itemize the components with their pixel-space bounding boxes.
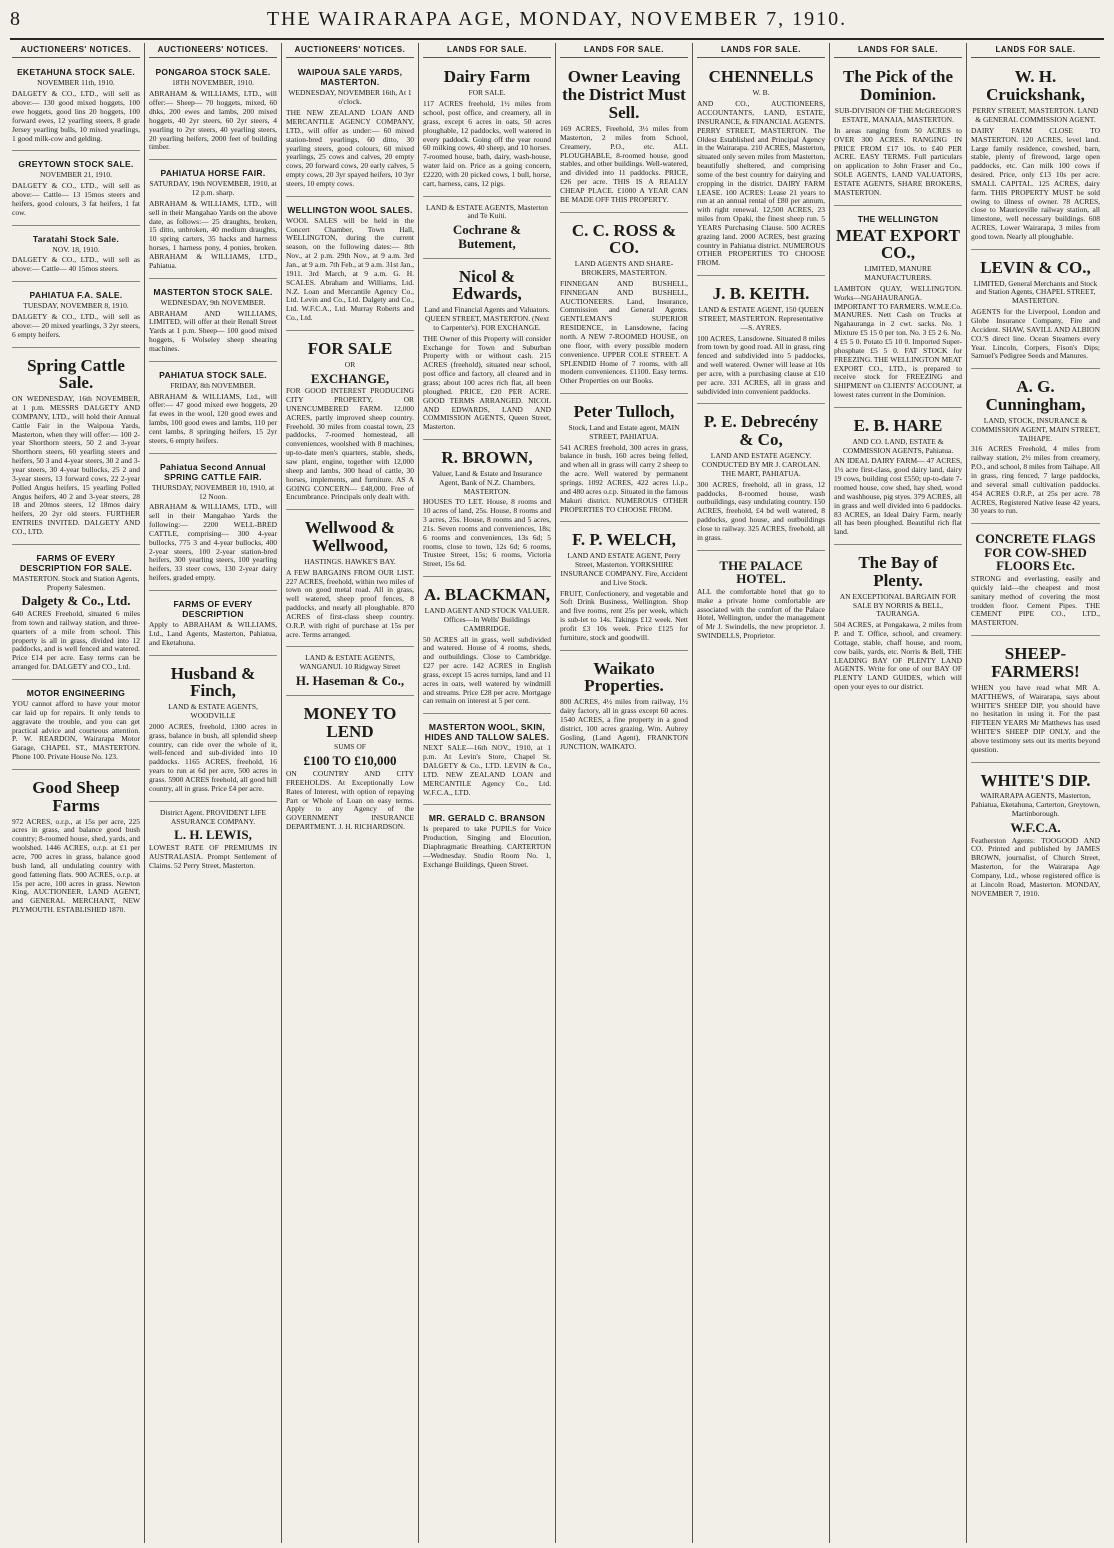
ad-subtitle: LAND AGENT AND STOCK VALUER. Offices—In Wells' Buildings CAMBRIDGE. xyxy=(424,606,550,633)
advertisement xyxy=(12,229,140,283)
ad-headline: SHEEP-FARMERS! xyxy=(991,644,1080,682)
ad-body: FRUIT, Confectionery, and vegetable and Soft Drink Business, Wellington. Shop and five rooms, rent 25s per week, which is sub-let to 14s. Takings £12 week. Nett profit £3 10s week. Price £125 for furniture, stock and goodwill. xyxy=(560,588,688,642)
column-header: LANDS FOR SALE. xyxy=(834,43,962,58)
ad-title: PAHIATUA STOCK SALE. xyxy=(159,369,267,380)
column-header: LANDS FOR SALE. xyxy=(560,43,688,58)
ad-headline: Dairy Farm xyxy=(443,67,531,87)
ad-subtitle: LAND AGENTS AND SHARE-BROKERS, MASTERTON. xyxy=(574,259,674,278)
ad-subheadline: THE PALACE HOTEL. xyxy=(719,557,803,587)
advertisement xyxy=(286,334,414,510)
advertisement xyxy=(971,639,1100,762)
ad-headline: P. E. Debrecény & Co, xyxy=(703,412,819,450)
advertisement xyxy=(971,372,1100,524)
ad-body: ON WEDNESDAY, 16th NOVEMBER, at 1 p.m. MESSRS DALGETY AND COMPANY, LTD., will hold their Annual Cattle Fair in the Waipoua Yards, Masterton, when they will offer:— 100 2-year Shorthorn steers, 50 2 and 3-year Shorthorn steers, 60 yearling steers and heifers, 50 3 and 4-year steers, 30 2 and 3-year steers, 30 4-year bullocks, 25 2 and 3-year steers, 13 forward cows, 22 2-year Polled Angus heifers, 15 yearling Polled Angus heifers, 40 2 and 3-year steers, 28 18 and 20mos steers, 12 18mos dairy heifers, 20 2yr old steers. FURTHER ENTRIES INVITED. DALGETY AND CO., LTD. xyxy=(12,394,140,536)
ad-body: Apply to ABRAHAM & WILLIAMS, Ltd., Land Agents, Masterton, Pahiatua, and Eketahuna. xyxy=(149,620,277,647)
advertisement xyxy=(971,527,1100,636)
ad-body: ALL the comfortable hotel that go to make a private home comfortable are associated with the comfort of the Palace Hotel, Wellington, under the management of Mr J. Swindells, the new proprietor. J. SWINDELLS, Proprietor. xyxy=(697,586,825,641)
ad-subtitle: AN EXCEPTIONAL BARGAIN FOR SALE BY NORRIS & BELL, TAURANGA. xyxy=(839,591,957,619)
ad-subtitle: OR xyxy=(344,359,356,369)
column-8 xyxy=(967,43,1104,1543)
ad-body: Is prepared to take PUPILS for Voice Production, Singing and Elocution, Diaphragmatic Breathing. CARTERTON—Wednesday. Studio Room No. 1, Exchange Buildings, Queen Street. xyxy=(423,824,551,869)
advertisement xyxy=(149,594,277,656)
ad-subtitle: WAIRARAPA AGENTS, Masterton, Pahiatua, Eketahuna, Carterton, Greytown, Martinborough. xyxy=(971,791,1100,819)
ad-body: In areas ranging from 50 ACRES to OVER 300 ACRES. RANGING IN PRICE FROM £17 10s. to £40 PER ACRE. EASY TERMS. Full particulars on application to John Fraser and Co., SOLE AGENTS, LAND VALUATORS, ESTATE AGENTS, SHARE BROKERS, MASTERTON. xyxy=(834,125,962,197)
ad-body: 504 ACRES, at Pongakawa, 2 miles from P. and T. Office, school, and creamery. Cottage, stable, chaff house, and room, cow bails, yards, etc. Norris & Bell, THE LEADING BAY OF PLENTY LAND AGENTS. Write for one of our BAY OF PLENTY LAND GUIDES, which will open your eyes to our district. xyxy=(834,620,962,692)
advertisement xyxy=(697,554,825,648)
ad-subtitle: NOVEMBER 11th, 1910. xyxy=(37,78,115,88)
ad-subtitle: SATURDAY, 19th NOVEMBER, 1910, at 12 p.m. sharp. xyxy=(149,179,277,198)
ad-headline: Owner Leaving the District Must Sell. xyxy=(562,67,686,123)
advertisement xyxy=(697,62,825,276)
ad-headline: Wellwood & Wellwood, xyxy=(304,518,396,556)
ad-title: Pahiatua Second Annual SPRING CATTLE FAIR. xyxy=(160,461,266,482)
ad-headline: WHITE'S DIP. xyxy=(980,770,1091,790)
ad-body: LOWEST RATE OF PREMIUMS IN AUSTRALASIA. Prompt Settlement of Claims. 52 Perry Street, Masterton. xyxy=(149,842,277,870)
ad-subtitle: FRIDAY, 8th NOVEMBER. xyxy=(170,380,256,390)
ad-body: 300 ACRES, freehold, all in grass, 12 paddocks, 8-roomed house, wash outbuildings, easy undulating country. 150 ACRES, freehold, £4 bd well watered, 8 paddocks, good house, and outbuildings close to railway. 325 ACRES, freehold, all in grass. xyxy=(697,479,825,542)
ad-body: STRONG and everlasting, easily and quickly laid—the cheapest and most sanitary method of covering the most trodden floor. Cement Pipes. THE CEMENT PIPE CO., LTD., MASTERTON. xyxy=(971,574,1100,628)
advertisement xyxy=(834,548,962,699)
ad-body: WHEN you have read what MR A. MATTHEWS, of Wairarapa, says about WHITE'S SHEEP DIP, you should have no hesitation in using it. For the past FIFTEEN YEARS Mr Matthews has used WHITE'S SHEEP DIP ONLY, and the above testimony sets out its merits beyond question. xyxy=(971,682,1100,754)
ad-subtitle: PERRY STREET, MASTERTON. LAND & GENERAL COMMISSION AGENT. xyxy=(972,106,1099,124)
ad-subtitle: LIMITED, MANURE MANUFACTURERS. xyxy=(864,264,932,283)
advertisement xyxy=(834,209,962,408)
advertisement xyxy=(12,548,140,680)
ad-subheadline: Cochrane & Butement, xyxy=(452,222,522,251)
ad-headline: W. H. Cruickshank, xyxy=(986,67,1085,105)
ad-subtitle: AND CO. LAND, ESTATE & COMMISSION AGENTS, Pahiatua. xyxy=(842,436,954,455)
ad-headline: E. B. HARE xyxy=(853,415,943,435)
ad-body: ABRAHAM AND WILLIAMS, LIMITED, will offer at their Renall Street Yards at 1 p.m. Sheep— 100 good mixed hoggets, 6 Wolseley sheep shearing machines. xyxy=(149,308,277,353)
ad-body: 50 ACRES all in grass, well subdivided and watered. House of 4 rooms, sheds, and outbuildings. Close to Cambridge. £27 per acre. 142 ACRES in English grass, except 15 acres turnips, land and 11 acres in oats, well watered by windmill and streams. Price £28 per acre. Mortgage can remain on interest at 5 per cent. xyxy=(423,634,551,706)
column-3 xyxy=(282,43,419,1543)
ad-headline: MEAT EXPORT CO., xyxy=(836,225,960,263)
ad-subtitle: LAND AND ESTATE AGENT, Perry Street, Masterton. YORKSHIRE INSURANCE COMPANY. Fire, Accident and Live Stock. xyxy=(560,551,688,587)
column-6 xyxy=(693,43,830,1543)
ad-headline: LEVIN & CO., xyxy=(980,257,1091,277)
advertisement xyxy=(149,282,277,362)
column-header: LANDS FOR SALE. xyxy=(697,43,825,58)
ad-title: GREYTOWN STOCK SALE. xyxy=(18,159,134,170)
ad-subtitle: WEDNESDAY, NOVEMBER 16th, At 1 o'clock. xyxy=(288,88,412,107)
ad-body: FOR GOOD INTEREST PRODUCING CITY PROPERTY, OR UNENCUMBERED FARM. 12,000 ACRES, partly improved sheep country. Freehold. 30 miles from coastal town, 23 paddocks, 7-roomed homestead, all conveniences, woolshed with 8 machines, up-to-date men's quarters, stable, sheds, saw plant, engine, together with 12,000 sheep and lambs, 300 head of cattle, 30 horses, implements, and furniture. AS A GOING CONCERN— £48,000. Free of Encumbrance. Principals only dealt with. xyxy=(286,386,414,502)
ad-body: ON COUNTRY AND CITY FREEHOLDS. At Exceptionally Low Rates of Interest, with option of repaying Part or Whole of Loan on easy terms. Apply to any Agency of the GOVERNMENT INSURANCE DEPARTMENT. J. H. RICHARDSON. xyxy=(286,768,414,832)
ad-body: THE NEW ZEALAND LOAN AND MERCANTILE AGENCY COMPANY, LTD., will offer as under:— 60 mixed station-bred yearlings, 60 ditto, 30 yearling steers, good colours, 60 mixed yearlings, 25 cows and calves, 20 empty cows, 20 forward cows, 20 early calves, 5 empty cows, 20 3yr spayed heifers, 10 3yr steers, 10 empty cows. xyxy=(286,108,414,188)
ad-subtitle: LAND & ESTATE AGENTS, WOODVILLE xyxy=(168,702,258,721)
advertisement xyxy=(286,62,414,196)
advertisement xyxy=(149,163,277,278)
ad-headline: C. C. ROSS & CO. xyxy=(571,220,677,258)
column-header: AUCTIONEERS' NOTICES. xyxy=(286,43,414,58)
column-header: AUCTIONEERS' NOTICES. xyxy=(12,43,140,58)
ad-title: MASTERTON STOCK SALE. xyxy=(153,286,273,297)
ad-body: 117 ACRES freehold, 1½ miles from school, post office, and creamery, all in grass, except 6 acres in oats, 50 acres ploughable, 12 paddocks, well watered in every paddock. Going off the year round 60 milking cows, 40 sheep, and 10 horses. 7-roomed house, bath, dairy, wash-house, water laid on. Price as a going concern, £2220, with 20 picked cows, 1 bull, horse, cart, harness, cans, 12 pigs. xyxy=(423,99,551,188)
advertisement xyxy=(560,525,688,650)
column-header: AUCTIONEERS' NOTICES. xyxy=(149,43,277,58)
ad-subheadline: W.F.C.A. xyxy=(1010,819,1061,835)
ad-headline: A. BLACKMAN, xyxy=(423,585,551,605)
ad-body: WOOL SALES will be held in the Concert Chamber, Town Hall, WELLINGTON, during the current season, on the following dates:— 8th Nov., at 2 p.m. 29th Nov., at 9 a.m. 3rd Jan., at 9 a.m. 7th Feb., at 9 a.m. 31st Jan., 1911. 3rd March, at 9 a.m. G. H. SCALES. Abraham and Williams, Ltd. N.Z. Loan and Mercantile Agency Co., Ltd. Levin and Co., Ltd. Dalgety and Co., Ltd. W.F.C.A., Ltd. Murray Roberts and Co., Ltd. xyxy=(286,215,414,323)
column-2 xyxy=(145,43,282,1543)
ad-subtitle: Stock, Land and Estate agent, MAIN STREET, PAHIATUA. xyxy=(568,422,680,441)
advertisement xyxy=(560,216,688,395)
ad-subtitle: HASTINGS. HAWKE'S BAY. xyxy=(304,556,396,566)
ad-body: ABRAHAM & WILLIAMS, LTD., will offer:— Sheep— 70 hoggets, mixed, 60 dhks, 200 ewes and lambs, 200 mixed hoggets, 40 2yr steers, 60 2yr steers, 4 yearling to 2yr steers, 40 yearling steers, 20 yearling heifers, 2000 feet of building timber. xyxy=(149,89,277,152)
ad-subtitle: LAND & ESTATE AGENTS, Masterton and Te Kuiti. xyxy=(425,202,549,221)
ad-body: THE Owner of this Property will consider Exchange for Town and Suburban Property with or without cash. 215 ACRES (freehold), situated near school, post office and factory, all cleared and in grass; about 100 acres rich flat, all been ploughed. PRICE, £20 PER ACRE. GOOD TERMS ARRANGED. NICOL AND EDWARDS, LAND AND COMMISSION AGENTS, Queen Street, Masterton. xyxy=(423,333,551,432)
ad-body: 800 ACRES, 4½ miles from railway, 1½ dairy factory, all in grass except 60 acres. 1540 ACRES, a fine property in a good district, 100 acres grazing. Wm. Aubrey Gosling, (Land Agent), FRANKTON JUNCTION, WAIKATO. xyxy=(560,697,688,751)
ad-body: 169 ACRES, Freehold, 3½ miles from Masterton, 2 miles from School, Creamery, P.O., etc. ALL PLOUGHABLE, 8-roomed house, good stables, and other buildings. Well-watered, and divided into 11 paddocks. PRICE, £26 per acre. THIS IS A REALLY CHEAP PLACE. £1000 A YEAR CAN BE MADE OFF THIS PROPERTY. xyxy=(560,123,688,204)
ad-subtitle: W. B. xyxy=(752,88,770,98)
ad-subtitle: LAND AND ESTATE AGENCY. CONDUCTED BY MR J. CAROLAN. THE MART, PAHIATUA. xyxy=(701,451,821,478)
ad-title: PONGAROA STOCK SALE. xyxy=(155,67,271,78)
advertisement xyxy=(971,766,1100,906)
ad-body: FINNEGAN AND BUSHELL, FINNEGAN AND BUSHELL, AUCTIONEERS. Land, Insurance, Commission and General Agents. GENTLEMAN'S SUPERIOR RESIDENCE, in Lansdowne, facing north. A NEW 7-ROOMED HOUSE, on one floor, with every possible modern convenience. UPPER COLE STREET. A SPLENDID Home of 7 rooms, with all modern conveniences. £1100. Easy terms. Other Properties on our Books. xyxy=(560,278,688,386)
advertisement xyxy=(423,443,551,577)
ad-title: EKETAHUNA STOCK SALE. xyxy=(16,67,136,78)
advertisement xyxy=(286,650,414,695)
advertisement xyxy=(286,513,414,647)
ad-title: MR. GERALD C. BRANSON xyxy=(428,813,546,824)
ad-headline: CHENNELLS xyxy=(708,67,814,87)
ad-body: ABRAHAM & WILLIAMS, Ltd., will offer:— 47 good mixed ewe hoggets, 20 fat ewes in the wool, 120 good ewes and lambs, 100 good ewes and lambs, 110 per cent lambs, 8 springing heifers, 15 2yr steers, 6 empty heifers. xyxy=(149,391,277,445)
ad-title: WAIPOUA SALE YARDS, MASTERTON. xyxy=(297,67,403,88)
ad-title: FARMS OF EVERY DESCRIPTION xyxy=(173,598,253,619)
ad-subheadline: L. H. LEWIS, xyxy=(174,827,252,843)
ad-subtitle: LAND & ESTATE AGENT, 150 QUEEN STREET, MASTERTON. Representative—S. AYRES. xyxy=(698,305,824,332)
ad-subtitle: Valuer, Land & Estate and Insurance Agent, Bank of N.Z. Chambers, MASTERTON. xyxy=(431,468,543,496)
ad-body: DAIRY FARM CLOSE TO MASTERTON. 120 ACRES, level land. Large family residence, cowshed, barn, stable, plenty of firewood, large open paddocks, etc. Can milk 100 cows if desired. Price, only £13 10s per acre. SMALL CAPITAL. 125 ACRES, dairy farm. THIS PROPERTY MUST be sold owing to illness of owner. 78 ACRES, close to Mauriceville railway station, all limestone, well necessary buildings. 608 ACRES, Lower Wairarapa, 3 miles from good town. Nearly all ploughable. xyxy=(971,125,1100,241)
advertisement xyxy=(12,62,140,151)
advertisement xyxy=(560,397,688,522)
ad-body: 972 ACRES, o.r.p., at 15s per acre, 225 acres in grass, and balance good bush country; 8-roomed house, shed, yards, and woolshed. 1446 ACRES, o.r.p. at £1 per acre, 700 acres in grass, balance good bush land, all undulating country with good fattening flats. 900 ACRES, o.r.p. at 15s per acre, 100 acres in grass. Newton King, AUCTIONEER, LAND AGENT, and GENERAL MERCHANT, NEW PLYMOUTH. ESTABLISHED 1870. xyxy=(12,816,140,915)
ad-subtitle: TUESDAY, NOVEMBER 8, 1910. xyxy=(23,301,129,311)
advertisement xyxy=(423,808,551,876)
ad-subtitle: District Agent. PROVIDENT LIFE ASSURANCE COMPANY. xyxy=(159,807,267,826)
ad-headline: R. BROWN, xyxy=(441,448,533,468)
ad-title: THE WELLINGTON xyxy=(857,213,939,224)
advertisement xyxy=(834,411,962,545)
advertisement xyxy=(12,285,140,347)
ad-headline: The Bay of Plenty. xyxy=(858,553,938,590)
ad-body: A FEW BARGAINS FROM OUR LIST. 227 ACRES, freehold, within two miles of town on good metal road. All in grass, well watered, sheep proof fences, 8 paddocks, and nearly all ploughable. 870 ACRES of first-class sheep country. O.R.P. with right of purchase at 15s per acre. Terms arranged. xyxy=(286,567,414,639)
newspaper-title: THE WAIRARAPA AGE, MONDAY, NOVEMBER 7, 1910. xyxy=(266,7,848,30)
ad-headline: Peter Tulloch, xyxy=(573,402,675,422)
ad-body: YOU cannot afford to have your motor car laid up for repairs. It only tends to aggravate the trouble, and you can get practical advice and courteous attention. P. W. REARDON, Wairarapa Motor Garage, CHAPEL ST., MASTERTON. Phone 100. Private House No. 123. xyxy=(12,699,140,762)
ad-subtitle: WEDNESDAY, 9th NOVEMBER. xyxy=(160,297,266,307)
ad-subheadline: EXCHANGE, xyxy=(310,370,390,386)
ad-title: MOTOR ENGINEERING xyxy=(26,687,126,698)
ad-subheadline: Dalgety & Co., Ltd. xyxy=(21,593,131,609)
ad-body: AND CO., AUCTIONEERS, ACCOUNTANTS, LAND, ESTATE, INSURANCE, & FINANCIAL AGENTS. PERRY STREET, MASTERTON. The Oldest Established and Principal Agency in the Wairarapa. 210 ACRES, Masterton, situated only seven miles from Masterton, beautifully sheltered, and comprising some of the best country for dairying and cropping in the district. DAIRY FARM LEASE. 100 ACRES: Lease 21 years to run at an annual rental of £80 per annum, with right renewal. 12,500 ACRES, 23 miles from Opaki, the finest sheep run. 5 YEARS Purchasing Clause. 500 ACRES grazing land. 2000 ACRES, best grazing country in Pahiatua district. NUMEROUS OTHER PROPERTIES TO CHOOSE FROM. xyxy=(697,99,825,268)
advertisement xyxy=(12,773,140,922)
advertisement xyxy=(697,279,825,404)
advertisement xyxy=(423,262,551,441)
ad-subtitle: LIMITED, General Merchants and Stock and Station Agents, CHAPEL STREET, MASTERTON. xyxy=(973,278,1098,306)
advertisement xyxy=(423,580,551,714)
advertisement xyxy=(697,407,825,550)
advertisement xyxy=(286,200,414,331)
advertisement xyxy=(423,717,551,805)
advertisement xyxy=(560,62,688,212)
ad-subtitle: SUMS OF xyxy=(334,742,366,752)
ad-subheadline: CONCRETE FLAGS FOR COW-SHED FLOORS Etc. xyxy=(975,531,1096,574)
advertisement xyxy=(149,457,277,591)
ad-subtitle: 18TH NOVEMBER, 1910. xyxy=(171,78,255,88)
advertisement xyxy=(971,62,1100,249)
ad-body: ABRAHAM & WILLIAMS, LTD., will sell in their Mangahao Yards on the above date, as follows:— 25 draughts, broken, 15 ditto, unbroken, 40 medium draughts, 10 spring carters, 35 hacks and harness horses, 1 harness pony, 4 ponies, broken. ABRAHAM & WILLIAMS, LTD., Pahiatua. xyxy=(149,198,277,270)
advertisement xyxy=(12,351,140,545)
advertisement xyxy=(149,62,277,160)
advertisement xyxy=(149,659,277,802)
ad-body: NEXT SALE—16th NOV., 1910, at 1 p.m. At Levin's Store, Chapel St. DALGETY & Co., LTD. LEVIN & Co., LTD. NEW ZEALAND LOAN and MERCANTILE Agency Co., Ltd. W.F.C.A., LTD. xyxy=(423,743,551,797)
ad-headline: F. P. WELCH, xyxy=(572,530,676,550)
ad-body: 100 ACRES, Lansdowne. Situated 8 miles from town by good road. All in grass, ring fenced and subdivided into 5 paddocks, and well watered. Owner will lease at 10s per acre, with a purchasing clause at £10 per acre. 331 ACRES, all in grass and subdivided into convenient paddocks. xyxy=(697,333,825,396)
column-1 xyxy=(8,43,145,1543)
ad-body: Featherston Agents: TOOGOOD AND CO. Printed and published by JAMES BROWN, journalist, of Church Street, Masterton, for the Wairarapa Age Company, Ltd., whose registered office is at Lincoln Road, Masterton. MONDAY, NOVEMBER 7, 1910. xyxy=(971,835,1100,898)
advertisement xyxy=(560,654,688,759)
ad-subheadline: H. Haseman & Co., xyxy=(295,673,405,689)
ad-title: PAHIATUA F.A. SALE. xyxy=(29,290,123,301)
advertisement xyxy=(834,62,962,205)
ad-headline: Spring Cattle Sale. xyxy=(27,355,125,393)
column-7 xyxy=(830,43,967,1543)
ad-subtitle: NOV. 18, 1910. xyxy=(52,244,100,254)
ad-headline: A. G. Cunningham, xyxy=(985,377,1086,415)
ad-subtitle: LAND, STOCK, INSURANCE & COMMISSION AGENT, MAIN STREET, TAIHAPE. xyxy=(971,415,1100,443)
column-5 xyxy=(556,43,693,1543)
ad-body: 2000 ACRES, freehold, 1300 acres in grass, balance in bush, all splendid sheep country, can ride over the whole of it, well-fenced and sub-divided into 10 paddocks. 1165 ACRES, freehold, 16 years to run at 6d per acre, 500 acres in grass. 5900 ACRES freehold, all good hill country, all in grass. Price £4 per acre. xyxy=(149,721,277,793)
ad-headline: Nicol & Edwards, xyxy=(452,266,522,304)
ad-subtitle: SUB-DIVISION OF THE McGREGOR'S ESTATE, MANAIA, MASTERTON. xyxy=(834,106,962,124)
advertisement xyxy=(423,200,551,259)
columns xyxy=(8,43,1106,1543)
ad-body: 541 ACRES freehold, 300 acres in grass, balance in bush, 160 acres being felled, and when all in grass will carry 2 sheep to the acre. Well watered by permanent springs. 1092 ACRES, 422 acres l.i.p., and 480 acres o.r.p. Situated in the famous Makuri district. NUMEROUS OTHER PROPERTIES TO CHOOSE FROM. xyxy=(560,442,688,514)
ad-body: ABRAHAM & WILLIAMS, LTD., will sell in their Mangahao Yards the following:— 2200 WELL-BRED CATTLE, comprising— 300 4-year bullocks, 775 3 and 4-year bullocks, 400 2-year steers, 100 2-year station-bred heifers, 300 yearling steers, 100 yearling heifers, 33 steer cows, 130 2-year dairy heifers, graded empty. xyxy=(149,502,277,583)
ad-body: DALGETY & CO., LTD., will sell as above:— Cattle— 13 15mos steers and heifers, good colours, 3 fat heifers, 1 fat cow. xyxy=(12,181,140,217)
ad-body: 640 ACRES Freehold, situated 6 miles from town and railway station, and three-quarters of a mile from school. This property is all in grass, divided into 12 paddocks, and is well fenced and watered. Price £14 per acre. Easy terms can be arranged for. DALGETY and CO., Ltd. xyxy=(12,609,140,672)
ad-title: FARMS OF EVERY DESCRIPTION FOR SALE. xyxy=(19,552,133,573)
ad-headline: The Pick of the Dominion. xyxy=(842,67,954,105)
advertisement xyxy=(12,683,140,770)
ad-subtitle: FOR SALE. xyxy=(468,88,506,98)
ad-headline: J. B. KEITH. xyxy=(712,284,810,304)
ad-headline: MONEY TO LEND xyxy=(303,703,397,741)
ad-subtitle: NOVEMBER 21, 1910. xyxy=(39,170,113,180)
ad-body: AN IDEAL DAIRY FARM— 47 ACRES, 1½ acre first-class, good dairy land, dairy 19 cows, building cost £550; up-to-date 7-roomed house, cow shed, hay shed, wood and washhouse, pig styes. 379 ACRES, all in grass and well divided into 6 paddocks. 83 ACRES, an Ideal Dairy Farm, nearly all has been ploughed. Beautiful rich flat land. xyxy=(834,456,962,537)
ad-subheadline: £100 TO £10,000 xyxy=(303,753,397,769)
ad-body: LAMBTON QUAY, WELLINGTON. Works—NGAHAURANGA. IMPORTANT TO FARMERS. W.M.E.Co. MANURES. Nett Cash on Trucks at Ngahauranga in 2 cwt. sacks. No. 1 Mixture £5 15 0 per ton. No. 3 £5 2 6. No. 4 £5 5 0. Potato £5 10 0. Imported Super-phosphate £5 5 0. FAT STOCK for FREEZING. THE WELLINGTON MEAT EXPORT CO., LTD., is prepared to receive stock for FREEZING and SHIPMENT on CLIENTS' ACCOUNT, at lowest rates current in the Dominion. xyxy=(834,283,963,400)
ad-headline: Waikato Properties. xyxy=(584,658,664,696)
ad-headline: FOR SALE xyxy=(307,338,393,358)
advertisement xyxy=(12,154,140,225)
ad-body: AGENTS for the Liverpool, London and Globe Insurance Company, Fire and Accident. SHAW, SAVILL AND ALBION CO.'S direct line. Ocean Steamers every Year. Lincoln, Corpers, Fison's Dips; Samuel's Pedigree Seeds and Manures. xyxy=(971,307,1100,361)
column-header: LANDS FOR SALE. xyxy=(971,43,1100,58)
column-header: LANDS FOR SALE. xyxy=(423,43,551,58)
advertisement xyxy=(149,805,277,878)
page-number: 8 xyxy=(10,7,20,30)
advertisement xyxy=(149,365,277,454)
ad-body: DALGETY & CO., LTD., will sell as above:— Cattle— 40 15mos steers. xyxy=(12,255,140,274)
ad-body: DALGETY & CO., LTD., will sell as above:— 20 mixed yearlings, 3 2yr steers, 6 empty heifers. xyxy=(12,312,140,339)
ad-title: Taratahi Stock Sale. xyxy=(32,233,120,244)
advertisement xyxy=(286,699,414,839)
ad-headline: Good Sheep Farms xyxy=(32,777,120,815)
ad-title: PAHIATUA HORSE FAIR. xyxy=(160,168,266,179)
ad-subtitle: LAND & ESTATE AGENTS, WANGANUI. 10 Ridgway Street xyxy=(299,653,401,672)
masthead xyxy=(10,0,1104,40)
ad-subtitle: THURSDAY, NOVEMBER 10, 1910, at 12 Noon. xyxy=(151,482,275,501)
ad-subtitle: Land and Financial Agents and Valuators. QUEEN STREET, MASTERTON. (Next to Carpenter's). FOR EXCHANGE. xyxy=(424,305,550,332)
ad-body: HOUSES TO LET. House, 8 rooms and 10 acres of land, 25s. House, 8 rooms and 3 acres, 25s. House, 8 rooms and 5 acres, 21s. Seven rooms and conveniences, 18s; 6 rooms and conveniences, 13s 6d; 5 rooms, close to town, 12s 6d; 6 rooms, Trustee Street, 15s; 6 rooms, Victoria Street, 15s 6d. xyxy=(423,497,551,569)
ad-subtitle: MASTERTON. Stock and Station Agents, Property Salesmen. xyxy=(12,573,140,592)
advertisement xyxy=(423,62,551,196)
ad-title: WELLINGTON WOOL SALES. xyxy=(287,204,413,215)
ad-body: DALGETY & CO., LTD., will sell as above:— 130 good mixed hoggets, 100 ewe hoggets, good lins 20 hoggets, 100 forward ewes, 12 yearling steers, 8 grade Jersey yearling bulls, 10 mixed yearlings, 1 good milk-cow and gelding. xyxy=(12,89,140,143)
ad-title: MASTERTON WOOL, SKIN, HIDES AND TALLOW SALES. xyxy=(424,722,550,743)
ad-headline: Husband & Finch, xyxy=(170,663,256,701)
advertisement xyxy=(971,253,1100,369)
ad-body: 316 ACRES Freehold, 4 miles from railway station, 2½ miles from creamery, P.O., and school, 8 miles from Taihape. All in grass, ring fenced, 7 large paddocks, and several small cultivation paddocks. 454 ACRES O.R.P., at 25s per acre. 78 ACRES, Registered Native lease 42 years, 30 years to run. xyxy=(971,444,1100,516)
column-4 xyxy=(419,43,556,1543)
